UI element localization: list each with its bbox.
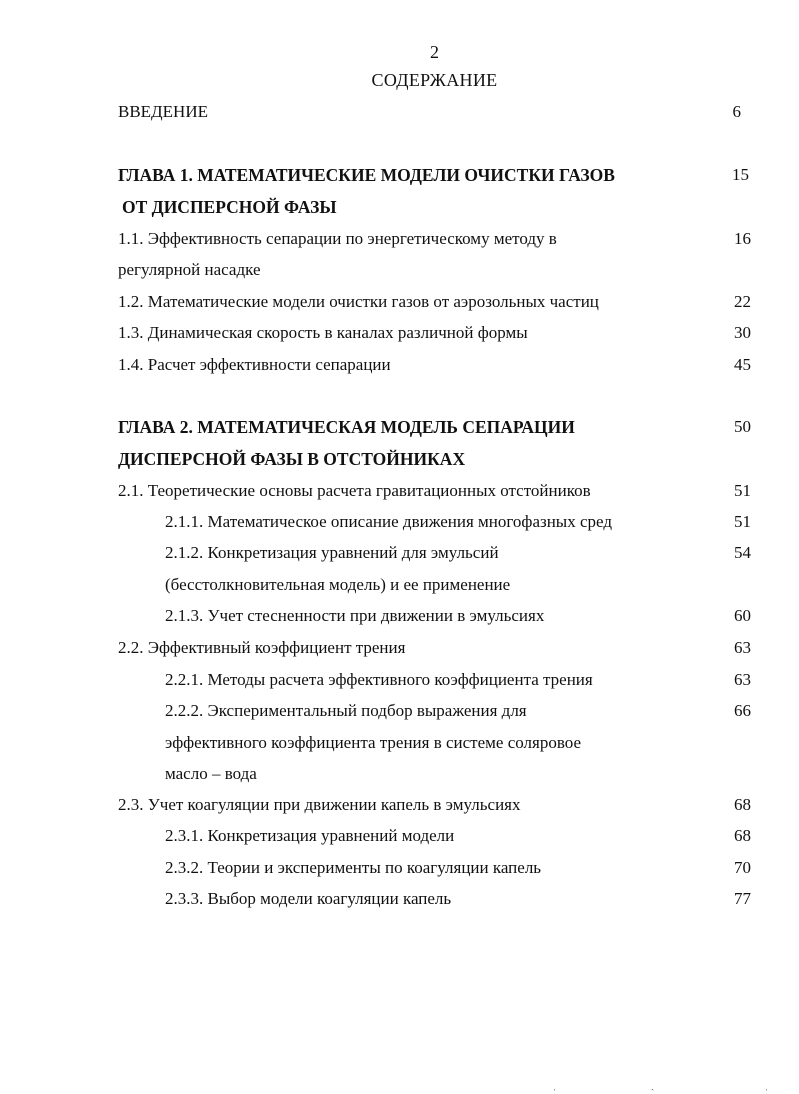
toc-entry-2-3 bbox=[0, 791, 799, 819]
toc-entry-2-1-2-continued bbox=[0, 571, 799, 599]
toc-entry-text: масло – вода bbox=[165, 764, 257, 783]
toc-entry-text: 2.2.2. Экспериментальный подбор выражения для bbox=[165, 701, 527, 720]
toc-entry-1-1 bbox=[0, 225, 799, 253]
toc-entry-2-3-1 bbox=[0, 822, 799, 850]
toc-entry-text: 2.1.3. Учет стесненности при движении в эмульсиях bbox=[165, 606, 545, 625]
toc-entry-text: 2.3. Учет коагуляции при движении капель в эмульсиях bbox=[118, 795, 521, 814]
toc-entry-2-2-2 bbox=[0, 697, 799, 725]
toc-entry-page: 51 bbox=[734, 512, 751, 531]
toc-entry-text: регулярной насадке bbox=[118, 260, 261, 279]
toc-entry-2-2-2-continued-2 bbox=[0, 760, 799, 788]
toc-entry-page: 66 bbox=[734, 701, 751, 720]
toc-entry-text: 2.1.1. Математическое описание движения многофазных сред bbox=[165, 512, 612, 531]
toc-entry-page: 70 bbox=[734, 858, 751, 877]
toc-entry-2-2 bbox=[0, 634, 799, 662]
scan-mark: ˌ bbox=[765, 1080, 769, 1091]
toc-entry-2-2-1 bbox=[0, 666, 799, 694]
toc-entry-2-1-1 bbox=[0, 508, 799, 536]
toc-entry-page: 54 bbox=[734, 543, 751, 562]
toc-entry-text: ОТ ДИСПЕРСНОЙ ФАЗЫ bbox=[122, 197, 337, 217]
toc-entry-page: 63 bbox=[734, 670, 751, 689]
toc-entry-text: (бесстолкновительная модель) и ее применение bbox=[165, 575, 511, 594]
toc-entry-page: 51 bbox=[734, 481, 751, 500]
toc-entry-chapter-2 bbox=[0, 413, 799, 441]
toc-entry-2-3-2 bbox=[0, 854, 799, 882]
toc-entry-1-3 bbox=[0, 319, 799, 347]
toc-entry-2-2-2-continued bbox=[0, 729, 799, 757]
toc-entry-2-1-2 bbox=[0, 539, 799, 567]
scan-mark: ˎ bbox=[651, 1080, 655, 1091]
toc-entry-text: 2.3.2. Теории и эксперименты по коагуляции капель bbox=[165, 858, 542, 877]
toc-entry-text: 2.3.3. Выбор модели коагуляции капель bbox=[165, 889, 452, 908]
toc-entry-text: 1.2. Математические модели очистки газов от аэрозольных частиц bbox=[118, 292, 599, 311]
toc-entry-page: 68 bbox=[734, 826, 751, 845]
toc-entry-page: 45 bbox=[734, 355, 751, 374]
toc-entry-text: 1.1. Эффективность сепарации по энергетическому методу в bbox=[118, 229, 557, 248]
toc-entry-chapter-2-continued bbox=[0, 445, 799, 473]
toc-entry-chapter-1-continued bbox=[0, 193, 799, 221]
toc-entry-text: ГЛАВА 1. МАТЕМАТИЧЕСКИЕ МОДЕЛИ ОЧИСТКИ ГАЗОВ bbox=[118, 165, 615, 185]
toc-entry-page: 68 bbox=[734, 795, 751, 814]
toc-entry-text: 1.4. Расчет эффективности сепарации bbox=[118, 355, 391, 374]
toc-entry-text: 2.2.1. Методы расчета эффективного коэффициента трения bbox=[165, 670, 593, 689]
toc-entry-1-1-continued bbox=[0, 256, 799, 284]
toc-entry-text: 2.1. Теоретические основы расчета гравитационных отстойников bbox=[118, 481, 591, 500]
toc-title: СОДЕРЖАНИЕ bbox=[371, 70, 498, 90]
toc-entry-text: 2.3.1. Конкретизация уравнений модели bbox=[165, 826, 455, 845]
toc-entry-chapter-1 bbox=[0, 161, 799, 189]
toc-entry-2-3-3 bbox=[0, 885, 799, 913]
toc-entry-page: 60 bbox=[734, 606, 751, 625]
toc-entry-text: 1.3. Динамическая скорость в каналах различной формы bbox=[118, 323, 528, 342]
toc-entry-text: эффективного коэффициента трения в системе соляровое bbox=[165, 733, 581, 752]
toc-entry-1-2 bbox=[0, 288, 799, 316]
scan-artifacts bbox=[0, 1080, 799, 1094]
toc-entry-text: ДИСПЕРСНОЙ ФАЗЫ В ОТСТОЙНИКАХ bbox=[118, 449, 466, 469]
toc-entry-2-1-3 bbox=[0, 602, 799, 630]
toc-entry-text: 2.1.2. Конкретизация уравнений для эмульсий bbox=[165, 543, 499, 562]
toc-entry-page: 77 bbox=[734, 889, 751, 908]
toc-entry-2-1 bbox=[0, 477, 799, 505]
toc-entry-1-4 bbox=[0, 351, 799, 379]
toc-entry-page: 30 bbox=[734, 323, 751, 342]
toc-entry-page: 50 bbox=[734, 417, 751, 436]
toc-entry-page: 22 bbox=[734, 292, 751, 311]
toc-entry-text: ГЛАВА 2. МАТЕМАТИЧЕСКАЯ МОДЕЛЬ СЕПАРАЦИИ bbox=[118, 417, 575, 437]
toc-entry-page: 6 bbox=[732, 102, 741, 121]
scan-mark: ˌ bbox=[553, 1080, 557, 1091]
toc-entry-text: 2.2. Эффективный коэффициент трения bbox=[118, 638, 406, 657]
toc-entry-intro bbox=[0, 98, 799, 126]
toc-entry-page: 16 bbox=[734, 229, 751, 248]
page-number: 2 bbox=[430, 42, 439, 62]
toc-entry-page: 63 bbox=[734, 638, 751, 657]
toc-entry-page: 15 bbox=[732, 165, 749, 184]
toc-entry-text: ВВЕДЕНИЕ bbox=[118, 102, 208, 121]
